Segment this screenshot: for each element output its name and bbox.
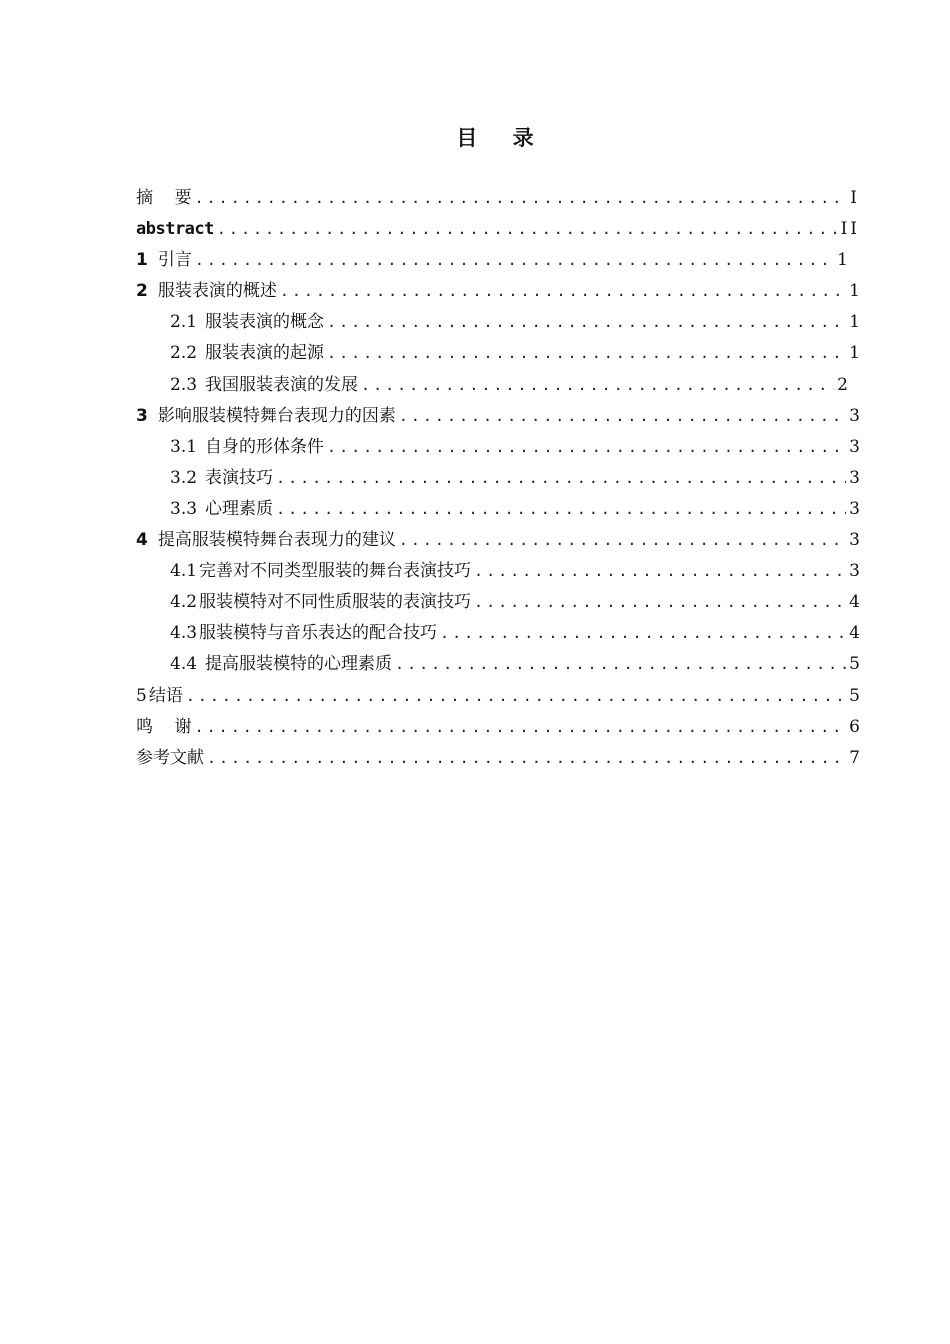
- toc-entry-label: 提高服装模特的心理素质: [205, 654, 393, 675]
- toc-entry-page: 5: [849, 685, 860, 706]
- toc-entry-label: 服装模特对不同性质服装的表演技巧: [199, 592, 472, 613]
- toc-entry-references[interactable]: [136, 743, 860, 774]
- toc-entry-abstract-en[interactable]: [136, 214, 860, 245]
- toc-entry-4-2[interactable]: [136, 587, 860, 618]
- toc-dot-leader: [327, 338, 846, 369]
- toc-entry-page: 1: [837, 250, 848, 271]
- toc-entry-number: 2.1: [170, 312, 198, 333]
- toc-dot-leader: [327, 432, 846, 463]
- toc-entry-page: 3: [849, 561, 860, 582]
- toc-title: 目 录: [456, 126, 548, 150]
- toc-entry-3-2[interactable]: [136, 463, 860, 494]
- toc-entry-number: 4: [136, 530, 148, 551]
- toc-dot-leader: [195, 183, 847, 214]
- toc-entry-label: 心理素质: [205, 498, 274, 519]
- toc-dot-leader: [195, 712, 847, 743]
- toc-entry-label: 服装表演的概念: [205, 312, 325, 333]
- toc-entry-number: 4.1: [170, 561, 198, 582]
- toc-entry-label: 服装模特与音乐表达的配合技巧: [199, 623, 438, 644]
- toc-dot-leader: [474, 556, 846, 587]
- toc-entry-page: 3: [849, 436, 860, 457]
- toc-entry-label: 影响服装模特舞台表现力的因素: [157, 405, 396, 426]
- toc-entry-page: I: [850, 188, 860, 208]
- toc-entry-2-3[interactable]: [136, 370, 860, 401]
- toc-entry-number: 4.4: [170, 654, 198, 675]
- toc-entry-number: 3.3: [170, 498, 198, 519]
- toc-entry-number: 4.3: [170, 623, 198, 644]
- toc-entry-page: 4: [849, 623, 860, 644]
- toc-entry-page: 3: [849, 498, 860, 519]
- toc-entry-page: 6: [849, 716, 860, 737]
- toc-entry-4-1[interactable]: [136, 556, 860, 587]
- toc-entry-label: 表演技巧: [205, 467, 274, 488]
- toc-entry-label: 自身的形体条件: [205, 436, 325, 457]
- toc-entry-number: 4.2: [170, 592, 198, 613]
- toc-entry-number: 2.3: [170, 374, 198, 395]
- toc-entry-number: 2.2: [170, 343, 198, 364]
- toc-entry-3[interactable]: [136, 401, 860, 432]
- toc-entry-label: 服装表演的概述: [157, 281, 277, 302]
- toc-dot-leader: [327, 307, 846, 338]
- toc-entry-3-3[interactable]: [136, 494, 860, 525]
- toc-entry-number: 3.1: [170, 436, 198, 457]
- toc-entry-4[interactable]: [136, 525, 860, 556]
- toc-entry-label: 完善对不同类型服装的舞台表演技巧: [199, 561, 472, 582]
- toc-entry-1[interactable]: [136, 245, 860, 276]
- toc-entry-label: abstract: [136, 219, 214, 240]
- toc-entry-number: 1: [136, 250, 148, 271]
- toc-entry-5[interactable]: [136, 681, 860, 712]
- toc-entry-number: 3.2: [170, 467, 198, 488]
- toc-entry-label: 我国服装表演的发展: [205, 374, 359, 395]
- toc-entry-2[interactable]: [136, 276, 860, 307]
- toc-entry-label: 摘 要: [136, 188, 192, 208]
- toc-entry-page: 1: [849, 281, 860, 302]
- toc-dot-leader: [280, 276, 846, 307]
- toc-entry-4-3[interactable]: [136, 618, 860, 649]
- toc-entry-2-2[interactable]: [136, 338, 860, 369]
- toc-entry-number: 2: [136, 281, 148, 302]
- toc-entry-label: 鸣 谢: [136, 716, 192, 737]
- toc-entry-4-4[interactable]: [136, 649, 860, 680]
- toc-entry-page: 3: [849, 530, 860, 551]
- toc-dot-leader: [440, 618, 846, 649]
- toc-entry-page: II: [840, 219, 860, 240]
- toc-dot-leader: [195, 245, 834, 276]
- toc-entry-2-1[interactable]: [136, 307, 860, 338]
- toc-entry-page: 4: [849, 592, 860, 613]
- toc-entry-acknowledgements[interactable]: [136, 712, 860, 743]
- toc-dot-leader: [361, 370, 834, 401]
- toc-dot-leader: [276, 463, 846, 494]
- toc-dot-leader: [474, 587, 846, 618]
- toc-entry-label: 引言: [157, 250, 192, 271]
- toc-dot-leader: [276, 494, 846, 525]
- toc-dot-leader: [395, 649, 846, 680]
- toc-dot-leader: [207, 743, 846, 774]
- toc-dot-leader: [399, 525, 846, 556]
- toc-entry-number: 3: [136, 405, 148, 426]
- toc-entry-page: 3: [849, 405, 860, 426]
- toc-entry-3-1[interactable]: [136, 432, 860, 463]
- toc-entry-page: 7: [849, 747, 860, 768]
- toc-entry-abstract-cn[interactable]: [136, 183, 860, 214]
- toc-entry-page: 1: [849, 312, 860, 333]
- toc-entry-label: 参考文献: [136, 747, 204, 768]
- toc-entry-page: 2: [837, 374, 848, 395]
- toc-dot-leader: [399, 401, 846, 432]
- toc-dot-leader: [217, 214, 838, 245]
- toc-entry-page: 5: [849, 654, 860, 675]
- toc-list: [136, 183, 860, 774]
- toc-entry-number: 5: [136, 685, 147, 706]
- toc-entry-page: 1: [849, 343, 860, 364]
- toc-entry-label: 提高服装模特舞台表现力的建议: [157, 530, 396, 551]
- toc-entry-label: 结语: [148, 685, 183, 706]
- toc-entry-page: 3: [849, 467, 860, 488]
- toc-dot-leader: [186, 681, 846, 712]
- toc-entry-label: 服装表演的起源: [205, 343, 325, 364]
